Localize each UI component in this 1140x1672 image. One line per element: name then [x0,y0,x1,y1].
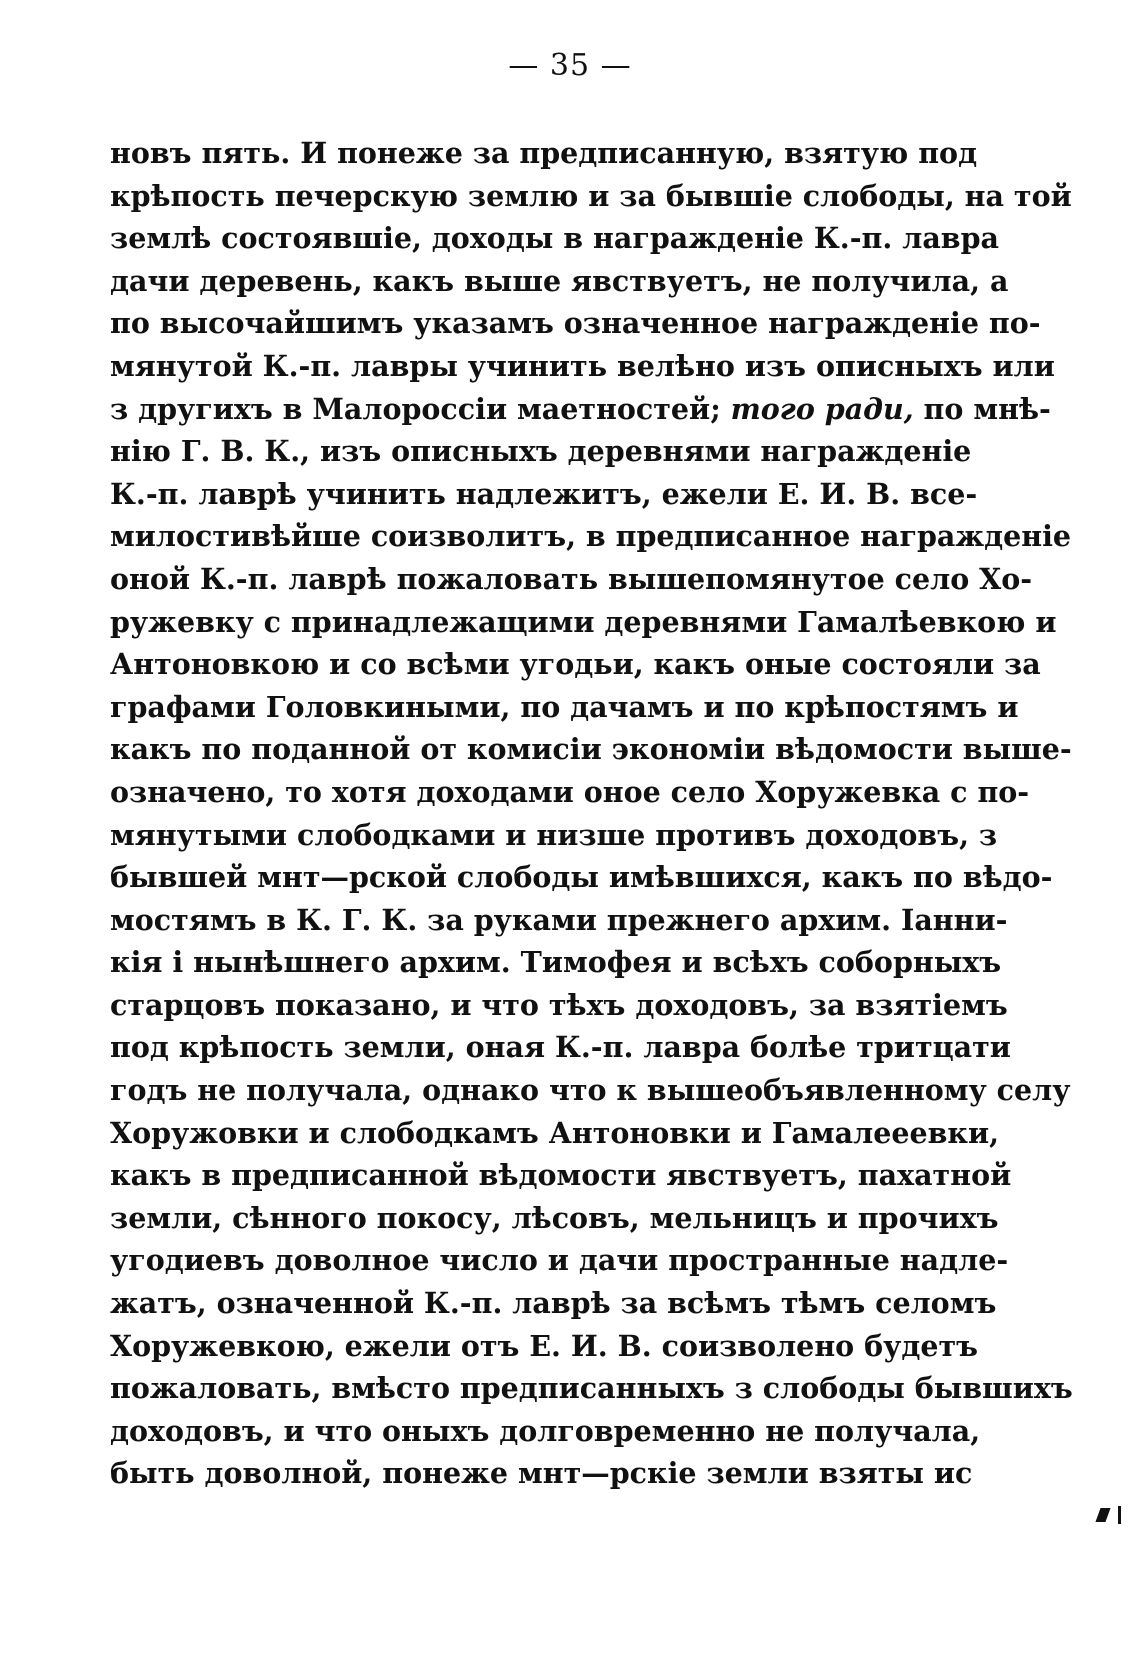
text-line: жатъ, означенной К.-п. лаврѣ за всѣмъ тѣмъ селомъ [110,1286,997,1321]
text-line: годъ не получала, однако что к вышеобъявленному селу [110,1073,1071,1108]
text-line: старцовъ показано, и что тѣхъ доходовъ, за взятіемъ [110,987,1008,1022]
text-line: угодиевъ доволное число и дачи пространные надле- [110,1243,1009,1278]
text-line: нію Г. В. К., изъ описныхъ деревнями награжденіе [110,434,972,469]
text-line: К.-п. лаврѣ учинить надлежитъ, ежели Е. И. В. все- [110,476,978,511]
text-line: оной К.-п. лаврѣ пожаловать вышепомянутое село Хо- [110,561,1033,596]
text-line: бывшей мнт—рской слободы имѣвшихся, какъ по вѣдо- [110,860,1053,895]
text-line: быть доволной, понеже мнт—рскіе земли взяты ис [110,1456,973,1491]
text-line: доходовъ, и что оныхъ долговременно не получала, [110,1413,981,1448]
text-line: крѣпость печерскую землю и за бывшіе слободы, на той [110,178,1072,213]
text-line: Хоружовки и слободкамъ Антоновки и Гамалееевки, [110,1115,1000,1150]
text-line: под крѣпость земли, оная К.-п. лавра болѣе тритцати [110,1030,1011,1065]
text-line: какъ в предписанной вѣдомости явствуетъ, пахатной [110,1158,1012,1193]
page-number: — 35 — [508,48,632,83]
page-text [110,132,1073,1495]
text-line: мостямъ в К. Г. К. за руками прежнего архим. Іанни- [110,902,1008,937]
text-line: мянутыми слободками и низше противъ доходовъ, з [110,817,998,852]
text-line: кія і нынѣшнего архим. Тимофея и всѣхъ соборныхъ [110,945,1002,980]
text-line: по высочайшимъ указамъ означенное награжденіе по- [110,306,1041,341]
text-line-mixed [110,388,1051,431]
text-segment: по мнѣ- [913,391,1051,426]
text-line: ружевку с принадлежащими деревнями Гамалѣевкою и [110,604,1057,639]
text-line: мянутой К.-п. лавры учинить велѣно изъ описныхъ или [110,348,1055,383]
text-line: новъ пять. И понеже за предписанную, взятую под [110,136,978,170]
text-line: пожаловать, вмѣсто предписанныхъ з слободы бывшихъ [110,1371,1073,1406]
text-line: землѣ состоявшіе, доходы в награжденіе К.-п. лавра [110,221,999,256]
text-line: земли, сѣнного покосу, лѣсовъ, мельницъ и прочихъ [110,1200,999,1235]
text-line: какъ по поданной от комисіи экономіи вѣдомости выше- [110,732,1072,767]
print-mark [1095,1508,1110,1522]
text-line: дачи деревень, какъ выше явствуетъ, не получила, а [110,263,1009,298]
text-line: Хоружевкою, ежели отъ Е. И. В. соизволено будетъ [110,1328,979,1363]
print-mark-bar [1118,1506,1121,1524]
text-segment: з другихъ в Малороссіи маетностей; [110,391,731,426]
text-line: означено, то хотя доходами оное село Хоружевка с по- [110,774,1030,809]
text-line: графами Головкиными, по дачамъ и по крѣпостямъ и [110,689,1019,724]
text-line: милостивѣйше соизволитъ, в предписанное награжденіе [110,519,1072,554]
text-line: Антоновкою и со всѣми угодьи, какъ оные состояли за [110,647,1041,682]
italic-phrase: того ради, [730,391,914,426]
